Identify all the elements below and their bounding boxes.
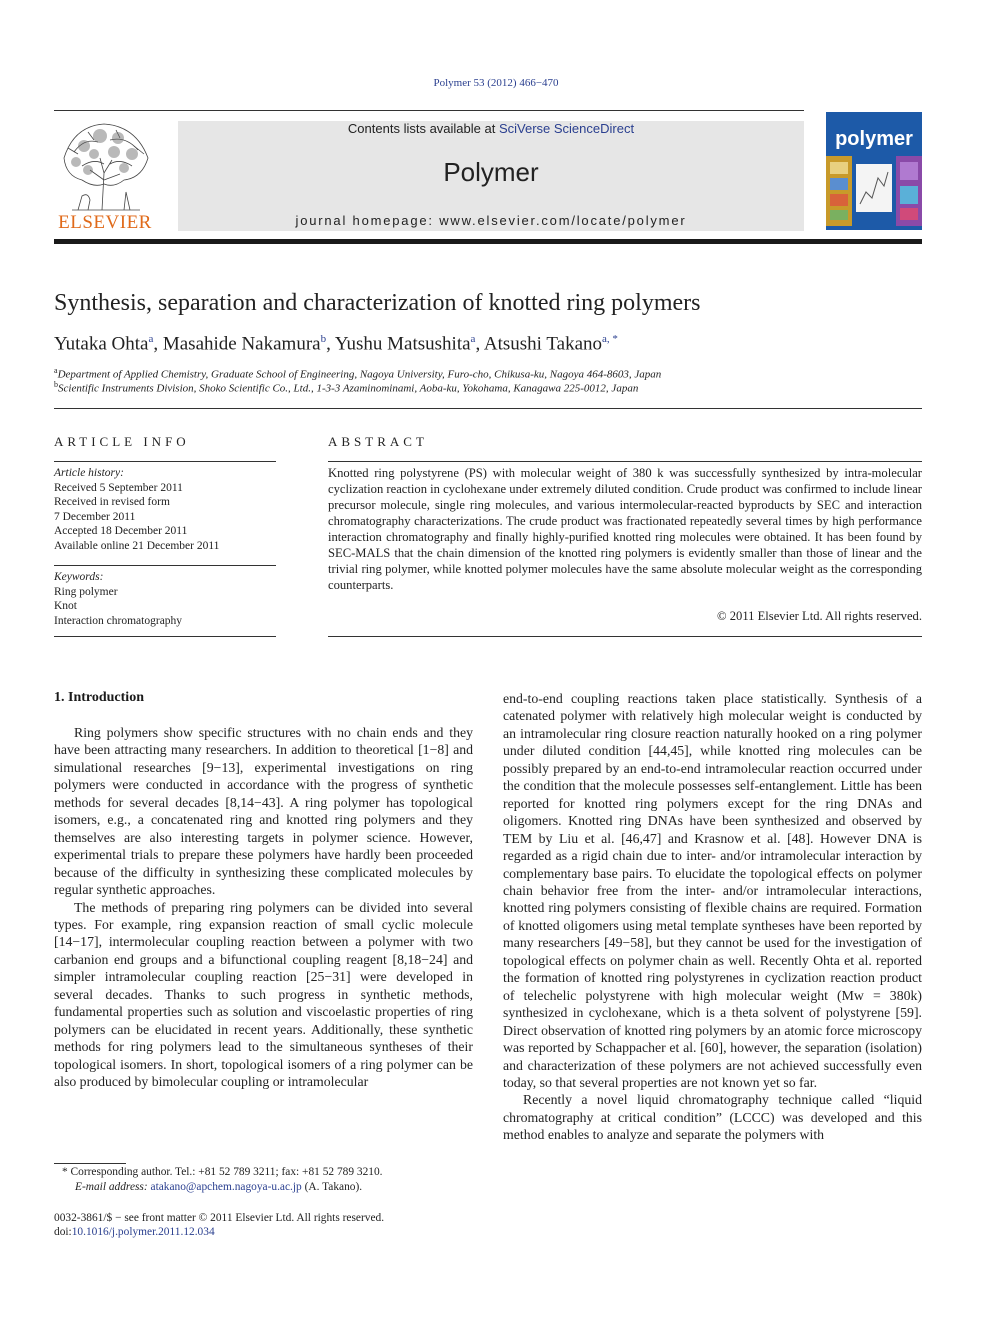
author-affil-mark[interactable]: a: [470, 333, 476, 345]
journal-title: Polymer: [443, 157, 539, 187]
info-rule: [54, 565, 276, 566]
affil-mark: a: [54, 366, 58, 375]
header-rule: [54, 110, 804, 111]
elsevier-wordmark: ELSEVIER: [58, 212, 152, 233]
abstract-text: Knotted ring polystyrene (PS) with molecular weight of 380 k was successfully synthesized by intra-molecular cyclization reaction in cyclohexane under extremely diluted condition. Crude product was confirmed to include linear precursor molecule, single ring molecules, and various intermolecular-reacted byproducts by SEC and interaction chromatography characterizations. The crude product was fractionated repeatedly several times by high performance interaction chromatography and finally highly-purified knotted ring molecules were obtained. It has been found by SEC-MALS that the chain dimension of the knotted ring polymers is evidently smaller than those of linear and the trivial ring polymer, while knotted polymer molecules have the same absolute molecular weight as the corresponding counterparts.: [328, 466, 922, 592]
title-block-rule: [54, 408, 922, 409]
paper-title: Synthesis, separation and characterization of knotted ring polymers: [54, 290, 701, 316]
section-heading-introduction: 1. Introduction: [54, 690, 144, 705]
author-list: [54, 333, 934, 355]
citation-link[interactable]: Polymer 53 (2012) 466−470: [433, 77, 559, 89]
keywords-label: Keywords:: [54, 571, 104, 583]
doi-label: doi:: [54, 1226, 72, 1238]
affil-mark: b: [54, 380, 58, 389]
body-paragraph: Ring polymers show specific structures with no chain ends and they have been attracting many researchers. In addition to theoretical [1−8] and simulational researches [9−13], experimental investigations on ring polymers were conducted in accordance with the progress of synthetic methods for several decades [8,14−43]. A ring polymer has topological isomers, e.g., a concatenated ring and knotted ring polymers and they themselves are also interesting targets in polymer science. However, experimental trials to prepare these polymers have hardly been proceeded because of the difficulty in synthesizing these complicated molecules by regular synthetic approaches.: [54, 725, 473, 898]
cover-title: polymer: [835, 128, 913, 150]
affiliation: [54, 366, 934, 381]
author-name[interactable]: Atsushi Takano: [483, 333, 603, 355]
abstract-copyright: © 2011 Elsevier Ltd. All rights reserved.: [717, 609, 922, 623]
body-column-right: [503, 690, 922, 1144]
keyword-item: Interaction chromatography: [54, 614, 183, 627]
history-item: 7 December 2011: [54, 510, 136, 523]
doi-link[interactable]: 10.1016/j.polymer.2011.12.034: [71, 1226, 215, 1238]
footnote-rule: [54, 1163, 126, 1164]
email-link[interactable]: atakano@apchem.nagoya-u.ac.jp: [150, 1181, 302, 1193]
affil-text: Scientific Instruments Division, Shoko Scientific Co., Ltd., 1-3-3 Azaminominami, Aoba-ku, Yokohama, Kanagawa 225-0012, Japan: [58, 382, 639, 395]
keywords: [54, 570, 276, 628]
email-suffix: (A. Takano).: [301, 1181, 363, 1193]
corresponding-author-note: * Corresponding author. Tel.: +81 52 789 3211; fax: +81 52 789 3210.: [62, 1166, 383, 1178]
journal-homepage[interactable]: journal homepage: www.elsevier.com/locate/polymer: [295, 213, 687, 228]
abstract-rule: [328, 636, 922, 637]
body-paragraph: Recently a novel liquid chromatography technique called “liquid chromatography at critical condition” (LCCC) was developed and this method enables to analyze and separate the polymers with: [503, 1092, 922, 1143]
body-column-left: [54, 724, 473, 1091]
email-note: [75, 1181, 495, 1193]
author-separator: ,: [326, 333, 335, 355]
affil-text: Department of Applied Chemistry, Graduate School of Engineering, Nagoya University, Furo-cho, Chikusa-ku, Nagoya 464-8603, Japan: [57, 368, 662, 381]
keyword-item: Knot: [54, 600, 77, 612]
keyword-item: Ring polymer: [54, 585, 118, 598]
journal-citation[interactable]: [0, 77, 992, 89]
author-name[interactable]: Yutaka Ohta: [54, 333, 149, 355]
author-affil-mark[interactable]: a: [148, 333, 154, 345]
tree-icon: [54, 118, 156, 214]
history-item: Received 5 September 2011: [54, 481, 183, 494]
history-label: Article history:: [54, 467, 124, 479]
email-label: E-mail address:: [75, 1181, 151, 1193]
body-paragraph: The methods of preparing ring polymers can be divided into several types. For example, ring expansion reaction of small cyclic molecule [14−17], intermolecular coupling reaction between a polymer with two carbanion end groups and a bifunctional coupling reagent [8,18−24] and simpler intramolecular coupling reaction [25−31] were developed in several decades. Thanks to such progress in synthetic methods, fundamental properties such as solution and viscoelastic properties of ring polymers can be elucidated in recent years. Additionally, these synthetic methods for ring polymers lead to the simultaneous syntheses of their topological isomers. In short, topological isomers of a ring polymer can be also produced by bimolecular coupling or intramolecular: [54, 899, 473, 1090]
body-paragraph: end-to-end coupling reactions taken place statistically. Synthesis of a catenated polymer with relatively high molecular weight is conducted by an intramolecular ring closure reaction naturally hooked on a ring polymer under diluted condition [44,45], while knotted ring molecules can be possibly prepared by an end-to-end intramolecular reaction occurred under the condition that the molecule possesses self-entanglement. Little has been reported for knotted ring polymers except for the ring DNAs and oligomers. Knotted ring DNAs have been synthesized and observed by TEM by Liu et al. [46,47] and Krasnow et al. [48]. However DNA is regarded as a rigid chain due to inter- and/or intramolecular interaction by complementary base pairs. To elucidate the topological effects on polymer chain behavior free from the inter- and/or intramolecular interactions, knotted ring polymers consisting of flexible chains are required. Formation of knotted oligomers using metal template syntheses have been reported by many researchers [49−58], but they cannot be used for the investigation of topological effects on polymer chain as well. Recently Ohta et al. reported the formation of knotted ring polystyrenes in cyclization reaction product of telechelic polystyrene with high molecular weight (Mw = 380k) synthesized in cyclohexane, which is a theta solvent of polystyrene [59]. Direct observation of knotted ring polymers by an atomic force microscopy was reported by Schappacher et al. [60], however, the separation (isolation) and characterization of these polymers are not achieved successfully even today, so that several properties are not known yet so far.: [503, 691, 922, 1090]
abstract-rule: [328, 461, 922, 462]
doi-note: [54, 1226, 474, 1238]
sciencedirect-link[interactable]: SciVerse ScienceDirect: [498, 121, 635, 136]
author-name[interactable]: Masahide Nakamura: [162, 333, 321, 355]
contents-line: [178, 121, 804, 136]
header-thick-rule: [54, 239, 922, 244]
history-item: Available online 21 December 2011: [54, 539, 220, 552]
history-item: Accepted 18 December 2011: [54, 525, 188, 537]
contents-prefix: Contents lists available at: [347, 121, 499, 136]
article-info-heading: ARTICLE INFO: [54, 434, 190, 449]
front-matter-note: 0032-3861/$ − see front matter © 2011 Elsevier Ltd. All rights reserved.: [54, 1212, 385, 1224]
author-separator: ,: [475, 333, 484, 355]
author-name[interactable]: Yushu Matsushita: [334, 333, 471, 355]
info-rule: [54, 636, 276, 637]
author-separator: ,: [153, 333, 163, 355]
info-rule: [54, 461, 276, 462]
affiliation: [54, 380, 934, 395]
author-affil-mark[interactable]: b: [320, 333, 327, 345]
author-affil-mark[interactable]: a, *: [602, 333, 618, 345]
history-item: Received in revised form: [54, 496, 170, 508]
article-history: [54, 466, 276, 553]
abstract-heading: ABSTRACT: [328, 434, 428, 449]
